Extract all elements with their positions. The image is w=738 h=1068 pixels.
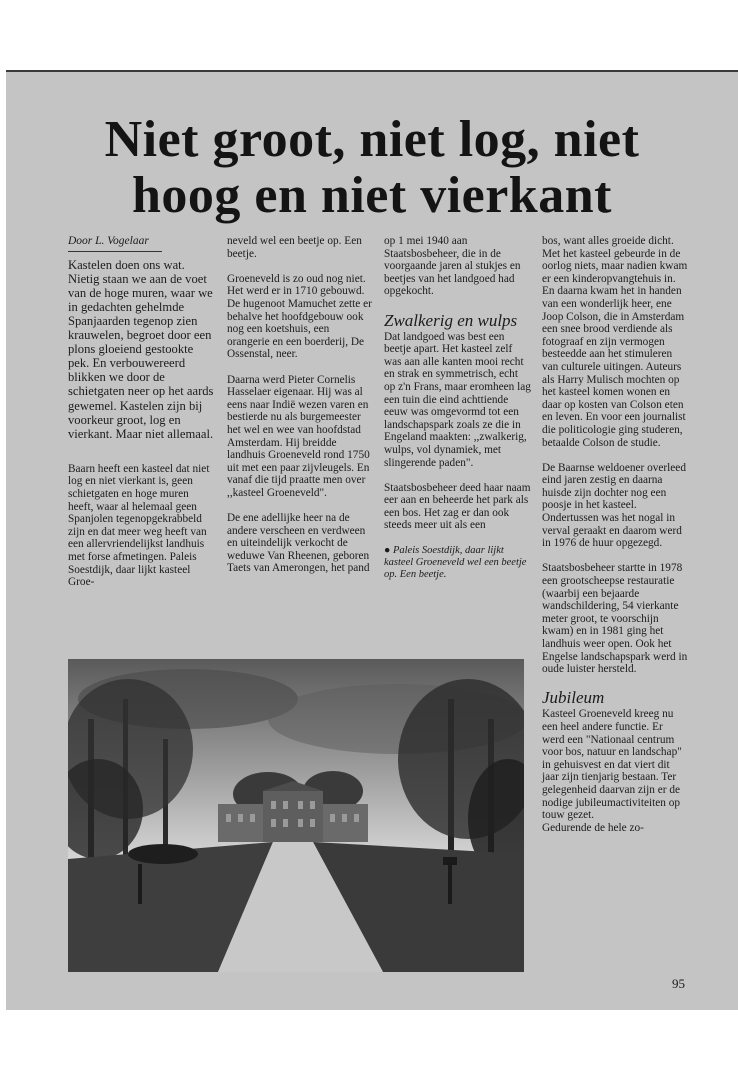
title-line-2: hoog en niet vierkant bbox=[132, 167, 612, 224]
page-number: 95 bbox=[672, 976, 685, 991]
paragraph: Staatsbosbeheer deed haar naam eer aan en beheerde het park als een bos. Het zag er dan ook steeds meer uit als een bbox=[384, 481, 531, 532]
paragraph: bos, want alles groeide dicht. bbox=[542, 235, 674, 247]
byline: Door L. Vogelaar bbox=[68, 235, 162, 252]
paragraph: De Baarnse weldoener overleed eind jaren zestig en daarna huisde zijn dochter nog een poosje in het kasteel. Ondertussen was het nogal in verval geraakt en daarom werd in 1976 de huur opgezegd. bbox=[542, 461, 686, 550]
paragraph: Kasteel Groeneveld kreeg nu een heel andere functie. Er werd een "Nationaal centrum voor bos, natuur en landschap" in gehuisvest en dat viert dit jaar zijn tienjarig bestaan. Ter gelegenheid daarvan zijn er de nodige jubileumactiviteiten op touw gezet. bbox=[542, 708, 682, 822]
bullet-icon: ● bbox=[384, 544, 391, 556]
photo-caption bbox=[384, 545, 532, 582]
paragraph: Daarna werd Pieter Cornelis Hasselaer eigenaar. Hij was al eens naar Indië wezen varen en bestierde nu als burgemeester het wel en wee van hoofdstad Amsterdam. Hij breidde landhuis Groeneveld rond 1750 uit met een paar zijvleugels. En vanaf die tijd praatte men over ,,kasteel Groeneveld". bbox=[227, 373, 370, 499]
paragraph: Staatsbosbeheer startte in 1978 een grootscheepse restauratie (waarbij een bejaarde wandschildering, 54 vierkante meter groot, te voorschijn kwam) en in 1981 ging het landhuis weer open. Ook het Engelse landschapspark werd in oude luister hersteld. bbox=[542, 562, 688, 676]
paragraph: De ene adellijke heer na de andere verscheen en verdween en uiteindelijk verkocht de weduwe Van Rheenen, geboren Taets van Amerongen, het pand bbox=[227, 512, 370, 575]
magazine-page bbox=[6, 70, 738, 1010]
lead-paragraph: Kastelen doen ons wat. Nietig staan we aan de voet van de hoge muren, waar we in gedachten gehelmde Spanjaarden tegenop zien krauwelen, begroet door een plons gloeiend gestookte pek. En verbouwereerd blikken we door de schietgaten neer op het aards gewemel. Kastelen zijn bij voorkeur groot, log en vierkant. Maar niet allemaal. bbox=[68, 257, 214, 441]
castle-photo-illustration bbox=[68, 659, 524, 972]
paragraph: Met het kasteel gebeurde in de oorlog niets, maar nadien kwam er een kinderopvangtehuis in. En daarna kwam het in handen van een wonderlijk heer, ene Joop Colson, die in Amsterdam een snee brood verdiende als fotograaf en zijn vermogen besteedde aan het stimuleren van culturele uitingen. Auteurs als Harry Mulisch mochten op het kasteel komen wonen en daar op kosten van Colson eten en leven. En voor een journalist die politicologie ging studeren, betaalde Colson de studie. bbox=[542, 247, 688, 449]
article-title bbox=[6, 112, 738, 224]
paragraph: neveld wel een beetje op. Een beetje. bbox=[227, 235, 362, 260]
paragraph: Dat landgoed was best een beetje apart. Het kasteel zelf was aan alle kanten mooi recht en strak en symmetrisch, echt op z'n Frans, maar eromheen lag een tuin die eind achttiende eeuw was omgevormd tot een landschapspark zoals ze die in Engeland maakten: ,,zwalkerig, wulps, vol dynamiek, met slingerende paden". bbox=[384, 330, 531, 469]
column-4 bbox=[542, 235, 688, 847]
title-line-1: Niet groot, niet log, niet bbox=[104, 111, 640, 168]
column-3 bbox=[384, 235, 532, 594]
subheading-zwalkerig: Zwalkerig en wulps bbox=[384, 310, 518, 330]
paragraph: Groeneveld is zo oud nog niet. Het werd er in 1710 gebouwd. De hugenoot Mamuchet zette er behalve het hoofdgebouw ook nog een koetshuis, een orangerie en een boerderij, De Ossenstal, neer. bbox=[227, 272, 372, 361]
paragraph: Gedurende de hele zo- bbox=[542, 821, 644, 834]
paragraph: Baarn heeft een kasteel dat niet log en niet vierkant is, geen schietgaten en hoge muren heeft, waar al helemaal geen Spanjolen tegenopgekrabbeld zijn en dat meer weg heeft van een allervriendelijkst landhuis met forse afmetingen. Paleis Soestdijk, daar lijkt kasteel Groe- bbox=[68, 462, 210, 589]
subheading-jubileum: Jubileum bbox=[542, 688, 605, 708]
photo-kasteel-groeneveld bbox=[68, 659, 524, 972]
paragraph: op 1 mei 1940 aan Staatsbosbeheer, die in de voorgaande jaren al stukjes en beetjes van het landgoed had opgekocht. bbox=[384, 235, 521, 298]
column-2 bbox=[227, 235, 372, 588]
column-1 bbox=[68, 235, 214, 601]
caption-text: Paleis Soestdijk, daar lijkt kasteel Groeneveld wel een beetje op. Een beetje. bbox=[384, 544, 527, 581]
